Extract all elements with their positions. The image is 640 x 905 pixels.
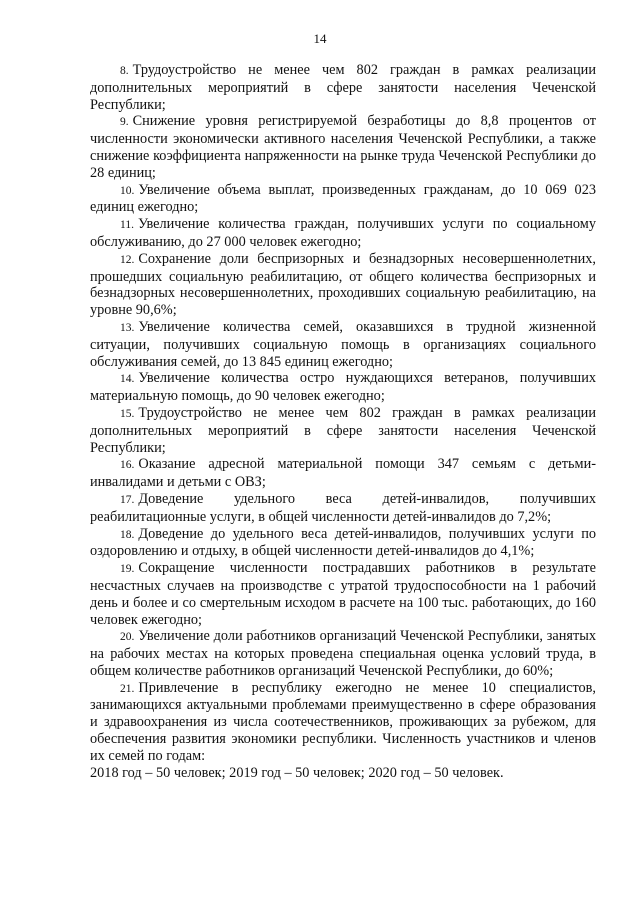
item-number: 12. xyxy=(120,253,135,266)
item-number: 21. xyxy=(120,682,135,695)
page-number: 14 xyxy=(313,31,327,46)
item-number: 19. xyxy=(120,563,135,576)
list-item xyxy=(90,62,596,113)
item-number: 13. xyxy=(120,321,135,334)
list-item xyxy=(90,628,596,679)
item-text: Сохранение доли беспризорных и безнадзорных несовершеннолетних, прошедших социальную реабилитацию, от общего количества беспризорных и безнадзорных несовершеннолетних, проходивших социальную реабилитацию, на уровне 90,6%; xyxy=(90,250,596,319)
list-item xyxy=(90,680,596,765)
item-text: Увеличение количества граждан, получивших услуги по социальному обслуживанию, до 27 000 человек ежегодно; xyxy=(90,216,596,250)
item-text: Оказание адресной материальной помощи 347 семьям с детьми-инвалидами и детьми с ОВЗ; xyxy=(90,456,596,491)
item-number: 10. xyxy=(120,184,135,197)
item-text: Увеличение количества семей, оказавшихся в трудной жизненной ситуации, получивших социальную помощь в организациях социального обслуживания семей, до 13 845 единиц ежегодно; xyxy=(90,318,596,370)
item-number: 17. xyxy=(120,493,135,506)
item-text: Увеличение доли работников организаций Чеченской Республики, занятых на рабочих местах на которых проведена специальная оценка условий труда, в общем количестве работников организаций Чеченской Республики, до 60%; xyxy=(90,628,596,679)
final-line: 2018 год – 50 человек; 2019 год – 50 человек; 2020 год – 50 человек. xyxy=(90,764,504,781)
item-text: Сокращение численности пострадавших работников в результате несчастных случаев на производстве с утратой трудоспособности на 1 рабочий день и более и со смертельным исходом в расчете на 100 тыс. работающих, до 160 человек ежегодно; xyxy=(90,560,596,628)
item-text: Доведение до удельного веса детей-инвалидов, получивших услуги по оздоровлению и отдыху, в общей численности детей-инвалидов до 4,1%; xyxy=(90,525,596,560)
item-text: Трудоустройство не менее чем 802 граждан в рамках реализации дополнительных мероприятий в сфере занятости населения Чеченской Республики; xyxy=(90,62,596,113)
item-text: Доведение удельного веса детей-инвалидов, получивших реабилитационные услуги, в общей численности детей-инвалидов до 7,2%; xyxy=(90,490,596,525)
item-text: Снижение уровня регистрируемой безработицы до 8,8 процентов от численности экономически активного населения Чеченской Республики, а также снижение коэффициента напряженности на рынке труда Чеченской Республики до 28 единиц; xyxy=(90,113,596,181)
item-number: 11. xyxy=(120,219,134,232)
item-number: 16. xyxy=(120,459,135,472)
list-item xyxy=(90,405,596,456)
item-text: Трудоустройство не менее чем 802 граждан в рамках реализации дополнительных мероприятий в сфере занятости населения Чеченской Республики; xyxy=(90,404,596,456)
list-item xyxy=(90,182,596,217)
item-number: 20. xyxy=(120,631,135,644)
item-text: Увеличение количества остро нуждающихся ветеранов, получивших материальную помощь, до 90 человек ежегодно; xyxy=(90,370,596,405)
list-item xyxy=(90,216,596,251)
list-item xyxy=(90,370,596,405)
item-text: Привлечение в республику ежегодно не менее 10 специалистов, занимающихся актуальными проблемами преимущественно в сфере образования и здравоохранения из числа соотечественников, проживающих за рубежом, для обеспечения развития экономики республики. Численность участников и членов их семей по годам: xyxy=(90,679,596,764)
item-number: 14. xyxy=(120,373,135,386)
list-item xyxy=(90,251,596,319)
document-body xyxy=(90,62,596,781)
item-number: 9. xyxy=(120,116,129,129)
list-item xyxy=(90,560,596,628)
item-text: Увеличение объема выплат, произведенных гражданам, до 10 069 023 единиц ежегодно; xyxy=(90,181,596,216)
list-item xyxy=(90,319,596,370)
item-number: 18. xyxy=(120,528,135,541)
list-item xyxy=(90,113,596,181)
item-number: 8. xyxy=(120,65,129,77)
list-item xyxy=(90,456,596,491)
list-item xyxy=(90,526,596,561)
item-number: 15. xyxy=(120,407,135,420)
list-item xyxy=(90,491,596,526)
